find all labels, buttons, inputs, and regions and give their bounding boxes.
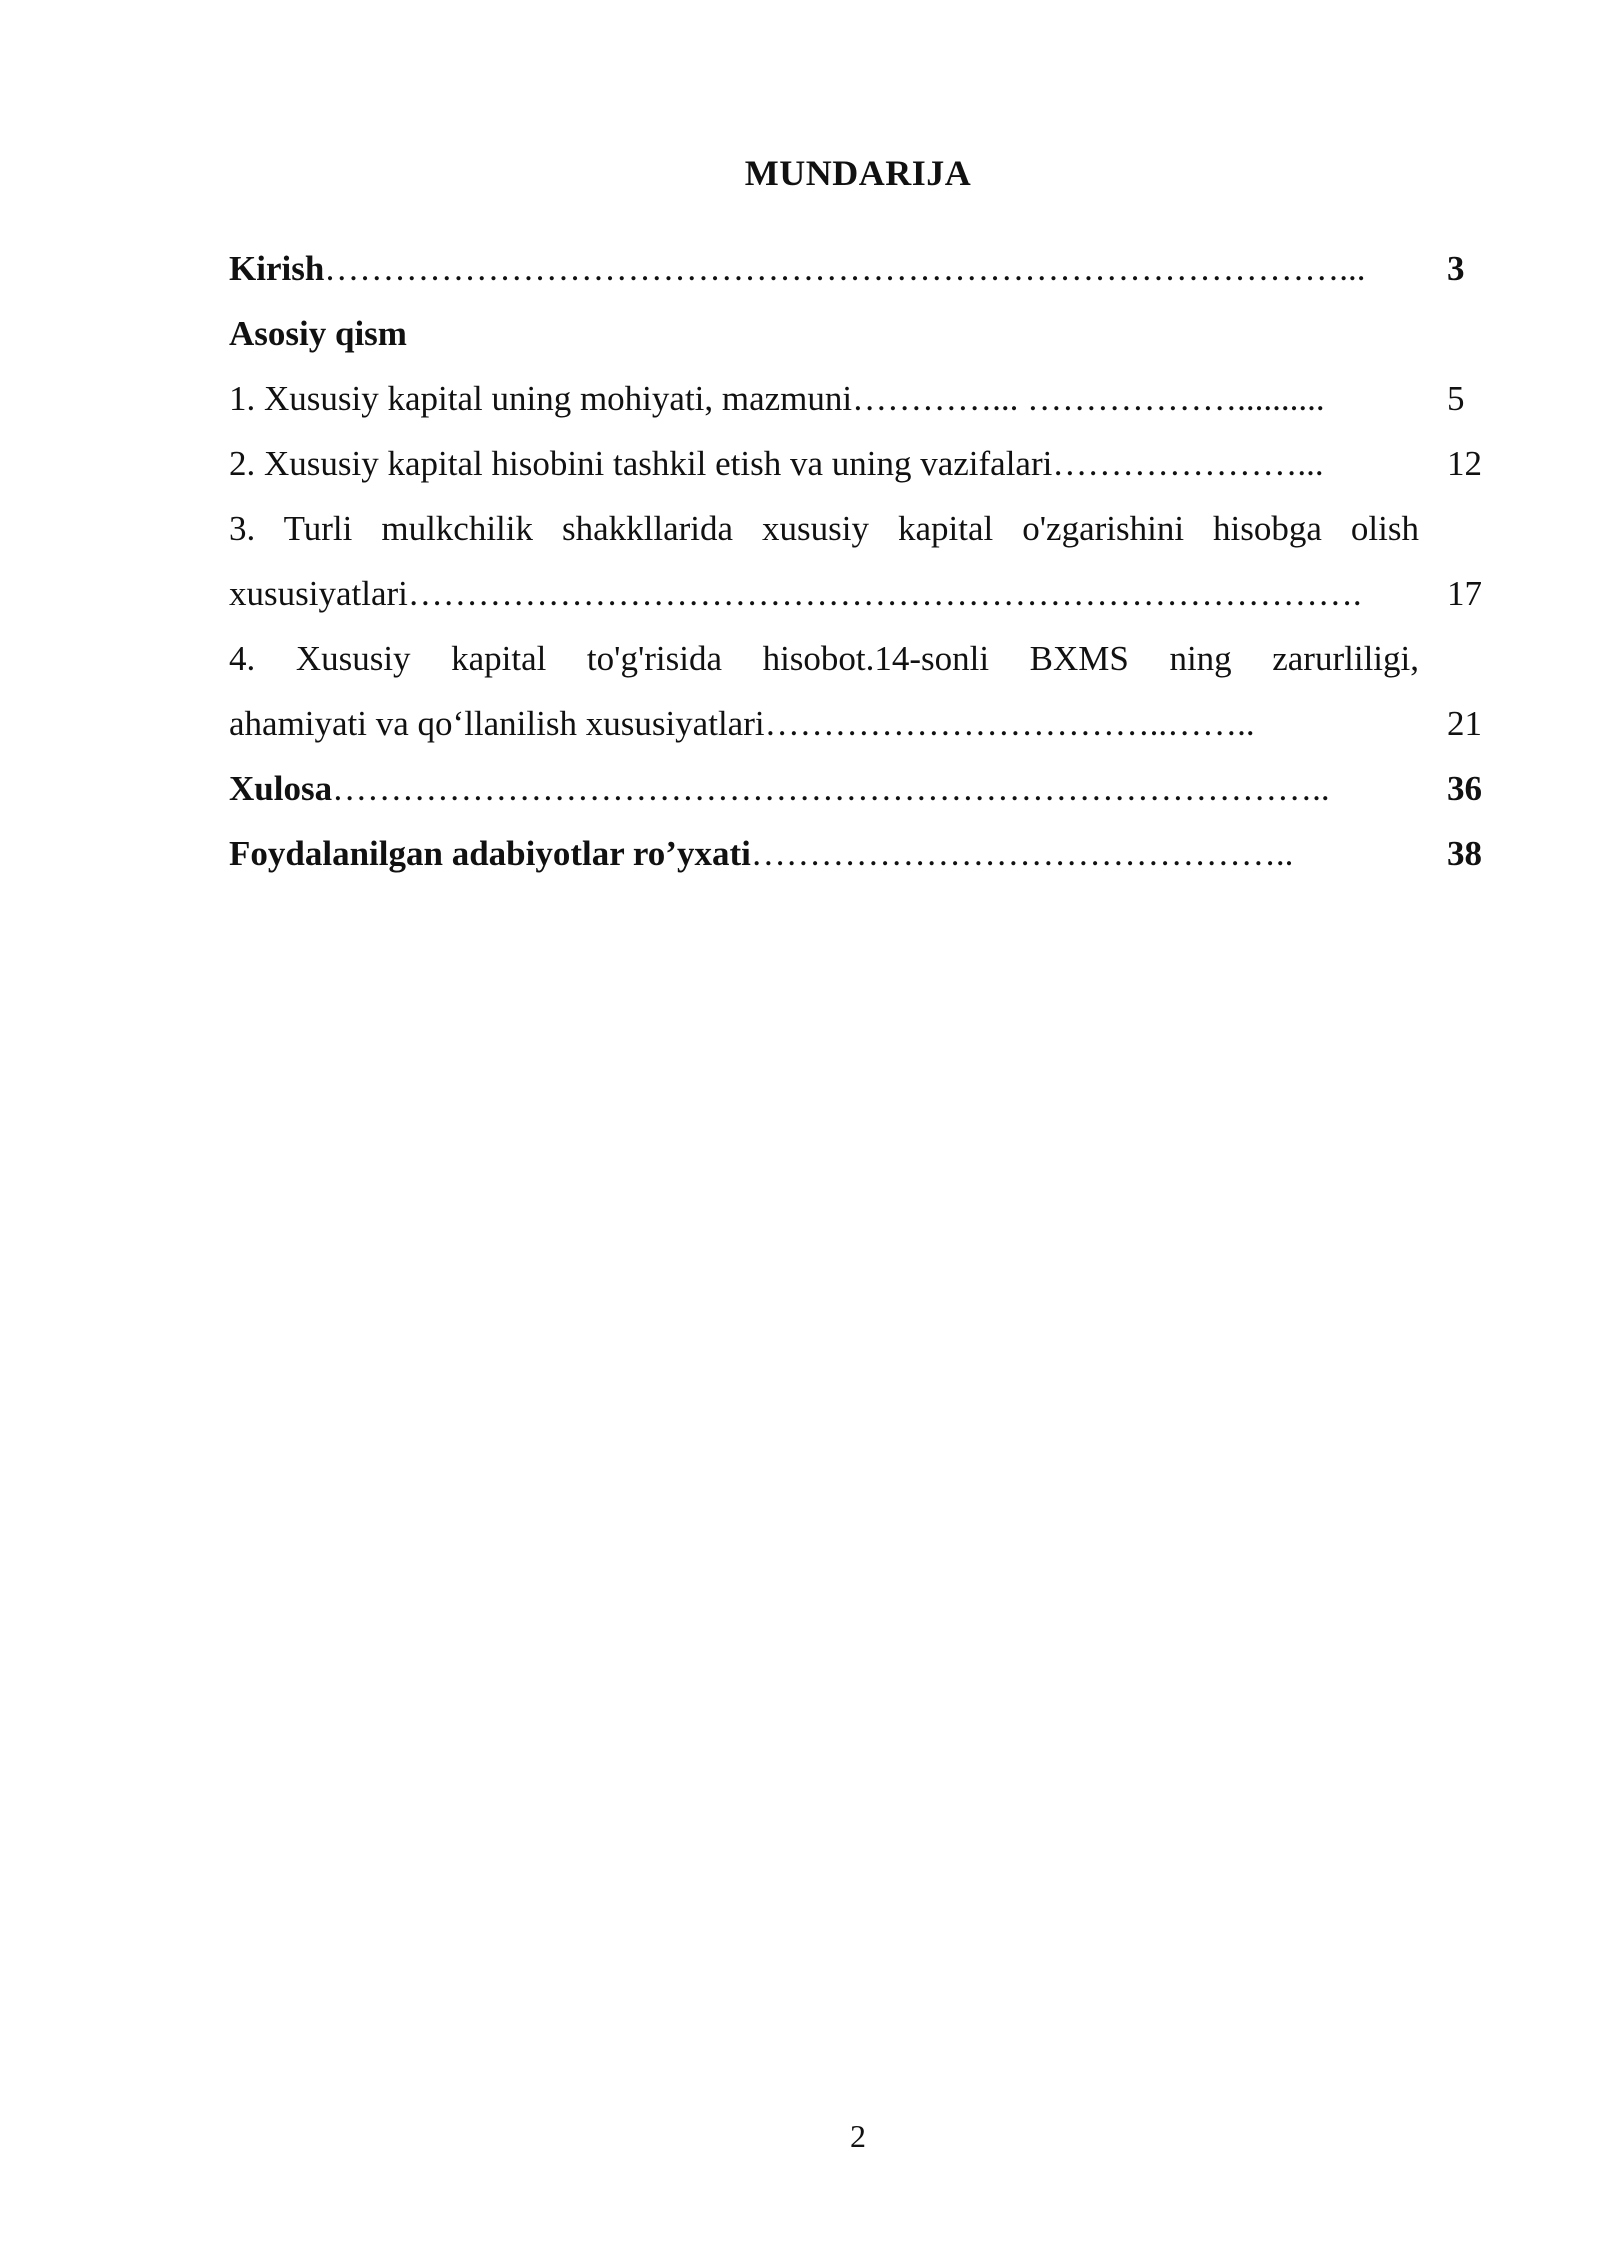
- toc-entry-text: [229, 821, 1419, 886]
- toc-entry-label: 2. Xususiy kapital hisobini tashkil etish va uning vazifalari: [229, 444, 1053, 483]
- toc-entry-label: xususiyatlari: [229, 574, 408, 613]
- toc-page-number: 38: [1447, 834, 1482, 873]
- toc-entry-3-line-2: [229, 561, 1489, 626]
- toc-entry-text: [229, 366, 1419, 431]
- toc-entry-label: 3. Turli mulkchilik shakkllarida xususiy kapital o'zgarishini hisobga olish: [229, 509, 1419, 548]
- toc-leader: …………………………………………………………………………..: [332, 769, 1330, 808]
- toc-leader: ……………………………………………………………………….: [407, 574, 1362, 613]
- toc-entry-text: [229, 431, 1419, 496]
- toc-leader: ……………………………………………………………………………...: [324, 249, 1366, 288]
- toc-page-number: 17: [1447, 574, 1482, 613]
- toc-entry-label: Xulosa: [229, 769, 333, 808]
- toc-entry-2: [229, 431, 1489, 496]
- toc-page-number: 3: [1447, 249, 1465, 288]
- toc-entry-kirish: [229, 236, 1489, 301]
- toc-entry-asosiy-qism: [229, 301, 1489, 366]
- toc-page-number: 21: [1447, 704, 1482, 743]
- toc-entry-adabiyotlar: [229, 821, 1489, 886]
- toc-entry-4-line-2: [229, 691, 1489, 756]
- toc-entry-3-line-1: [229, 496, 1489, 561]
- toc-page-number: 5: [1447, 379, 1465, 418]
- toc-page-number: 12: [1447, 444, 1482, 483]
- toc-entry-label: 1. Xususiy kapital uning mohiyati, mazmuni: [229, 379, 853, 418]
- toc-leader: …………... ………………..........: [852, 379, 1325, 418]
- toc-entry-label: Kirish: [229, 249, 325, 288]
- toc-section-heading: Asosiy qism: [229, 314, 407, 353]
- toc-leader: ……………………………..……..: [764, 704, 1255, 743]
- toc-leader: …………………...: [1052, 444, 1324, 483]
- toc-entry-label: Foydalanilgan adabiyotlar ro’yxati: [229, 834, 751, 873]
- toc-entry-xulosa: [229, 756, 1489, 821]
- toc-entry-text: [229, 691, 1419, 756]
- table-of-contents: [229, 236, 1489, 886]
- toc-leader: ………………………………………..: [750, 834, 1294, 873]
- toc-entry-1: [229, 366, 1489, 431]
- page-title: MUNDARIJA: [744, 153, 972, 193]
- toc-entry-label: 4. Xususiy kapital to'g'risida hisobot.14-sonli BXMS ning zarurliligi,: [229, 639, 1419, 678]
- toc-entry-4-line-1: [229, 626, 1489, 691]
- toc-page-number: 36: [1447, 769, 1482, 808]
- toc-entry-label: ahamiyati va qo‘llanilish xususiyatlari: [229, 704, 765, 743]
- toc-entry-text: [229, 236, 1419, 301]
- toc-entry-text: [229, 561, 1419, 626]
- toc-entry-text: [229, 756, 1419, 821]
- footer-page-number: 2: [850, 2118, 866, 2154]
